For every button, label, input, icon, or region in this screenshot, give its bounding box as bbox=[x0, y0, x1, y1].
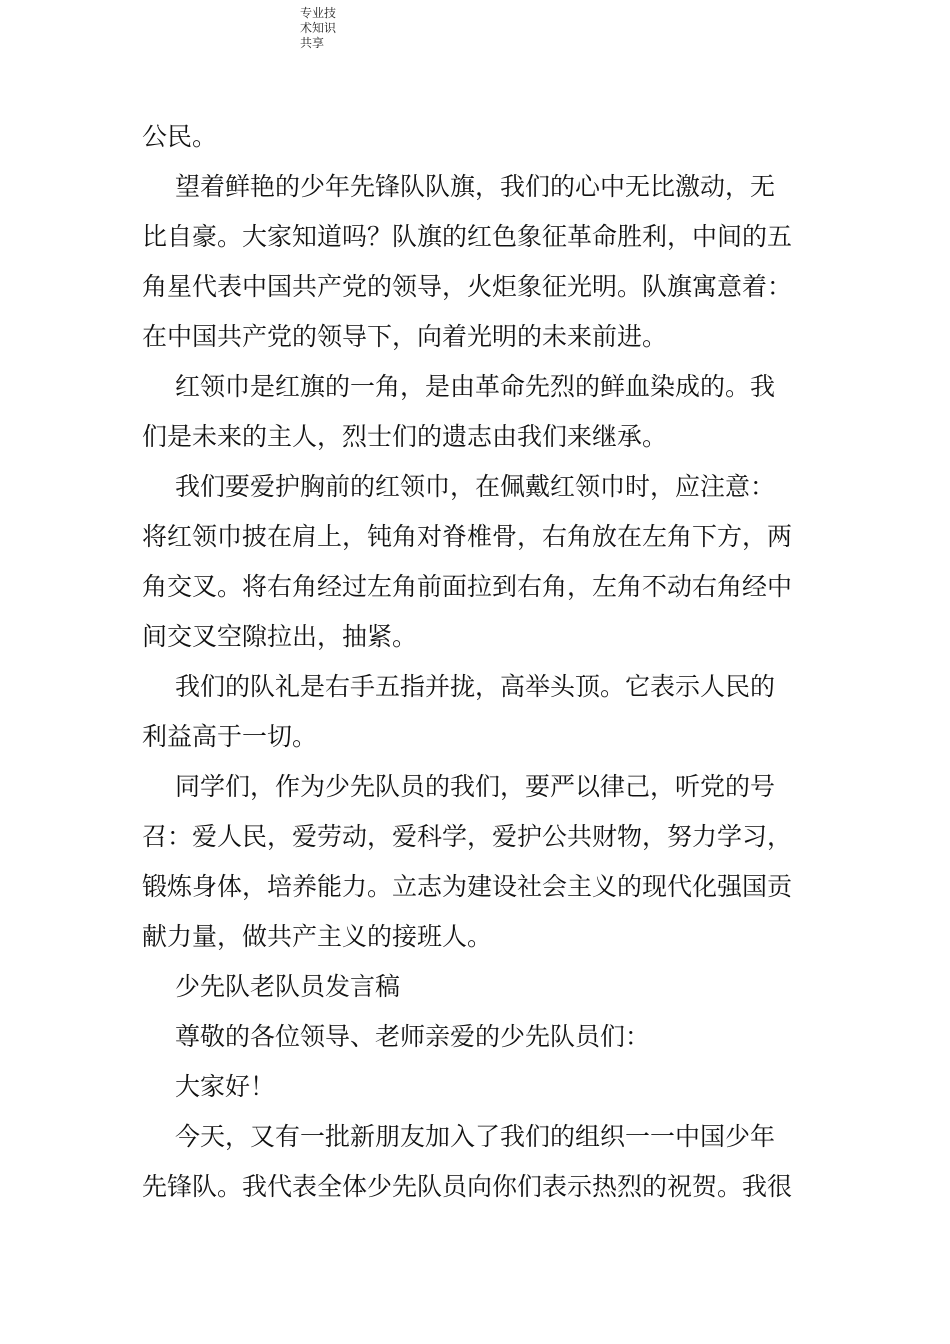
text-line: 利益高于一切。 bbox=[142, 722, 318, 751]
text-line: 我们要爱护胸前的红领巾，在佩戴红领巾时，应注意： bbox=[175, 472, 776, 501]
text-line: 我们的队礼是右手五指并拢，高举头顶。它表示人民的 bbox=[175, 672, 776, 701]
text-line: 少先队老队员发言稿 bbox=[175, 972, 401, 1001]
text-line: 今天，又有一批新朋友加入了我们的组织一一中国少年 bbox=[175, 1122, 776, 1151]
text-line: 锻炼身体，培养能力。立志为建设社会主义的现代化强国贡 bbox=[142, 872, 793, 901]
text-line: 公民。 bbox=[142, 122, 218, 151]
document-body bbox=[142, 112, 812, 1212]
text-line: 角星代表中国共产党的领导，火炬象征光明。队旗寓意着： bbox=[142, 272, 793, 301]
text-line: 红领巾是红旗的一角，是由革命先烈的鲜血染成的。我 bbox=[175, 372, 776, 401]
text-line: 间交叉空隙拉出，抽紧。 bbox=[142, 622, 418, 651]
text-line: 尊敬的各位领导、老师亲爱的少先队员们： bbox=[175, 1022, 651, 1051]
header-note bbox=[300, 6, 360, 51]
header-note-line: 专业技 bbox=[300, 6, 337, 20]
text-line: 将红领巾披在肩上，钝角对脊椎骨，右角放在左角下方，两 bbox=[142, 522, 793, 551]
text-line: 角交叉。将右角经过左角前面拉到右角，左角不动右角经中 bbox=[142, 572, 793, 601]
text-line: 比自豪。大家知道吗？队旗的红色象征革命胜利，中间的五 bbox=[142, 222, 793, 251]
header-note-line: 术知识 bbox=[300, 21, 337, 35]
header-note-line: 共享 bbox=[300, 36, 325, 50]
text-line: 在中国共产党的领导下，向着光明的未来前进。 bbox=[142, 322, 668, 351]
text-line: 献力量，做共产主义的接班人。 bbox=[142, 922, 493, 951]
text-line: 召：爱人民，爱劳动，爱科学，爱护公共财物，努力学习， bbox=[142, 822, 793, 851]
text-line: 先锋队。我代表全体少先队员向你们表示热烈的祝贺。我很 bbox=[142, 1172, 793, 1201]
text-line: 们是未来的主人，烈士们的遗志由我们来继承。 bbox=[142, 422, 668, 451]
text-line: 望着鲜艳的少年先锋队队旗，我们的心中无比激动，无 bbox=[175, 172, 776, 201]
text-line: 大家好！ bbox=[175, 1072, 276, 1101]
text-line: 同学们，作为少先队员的我们，要严以律己，听党的号 bbox=[175, 772, 776, 801]
